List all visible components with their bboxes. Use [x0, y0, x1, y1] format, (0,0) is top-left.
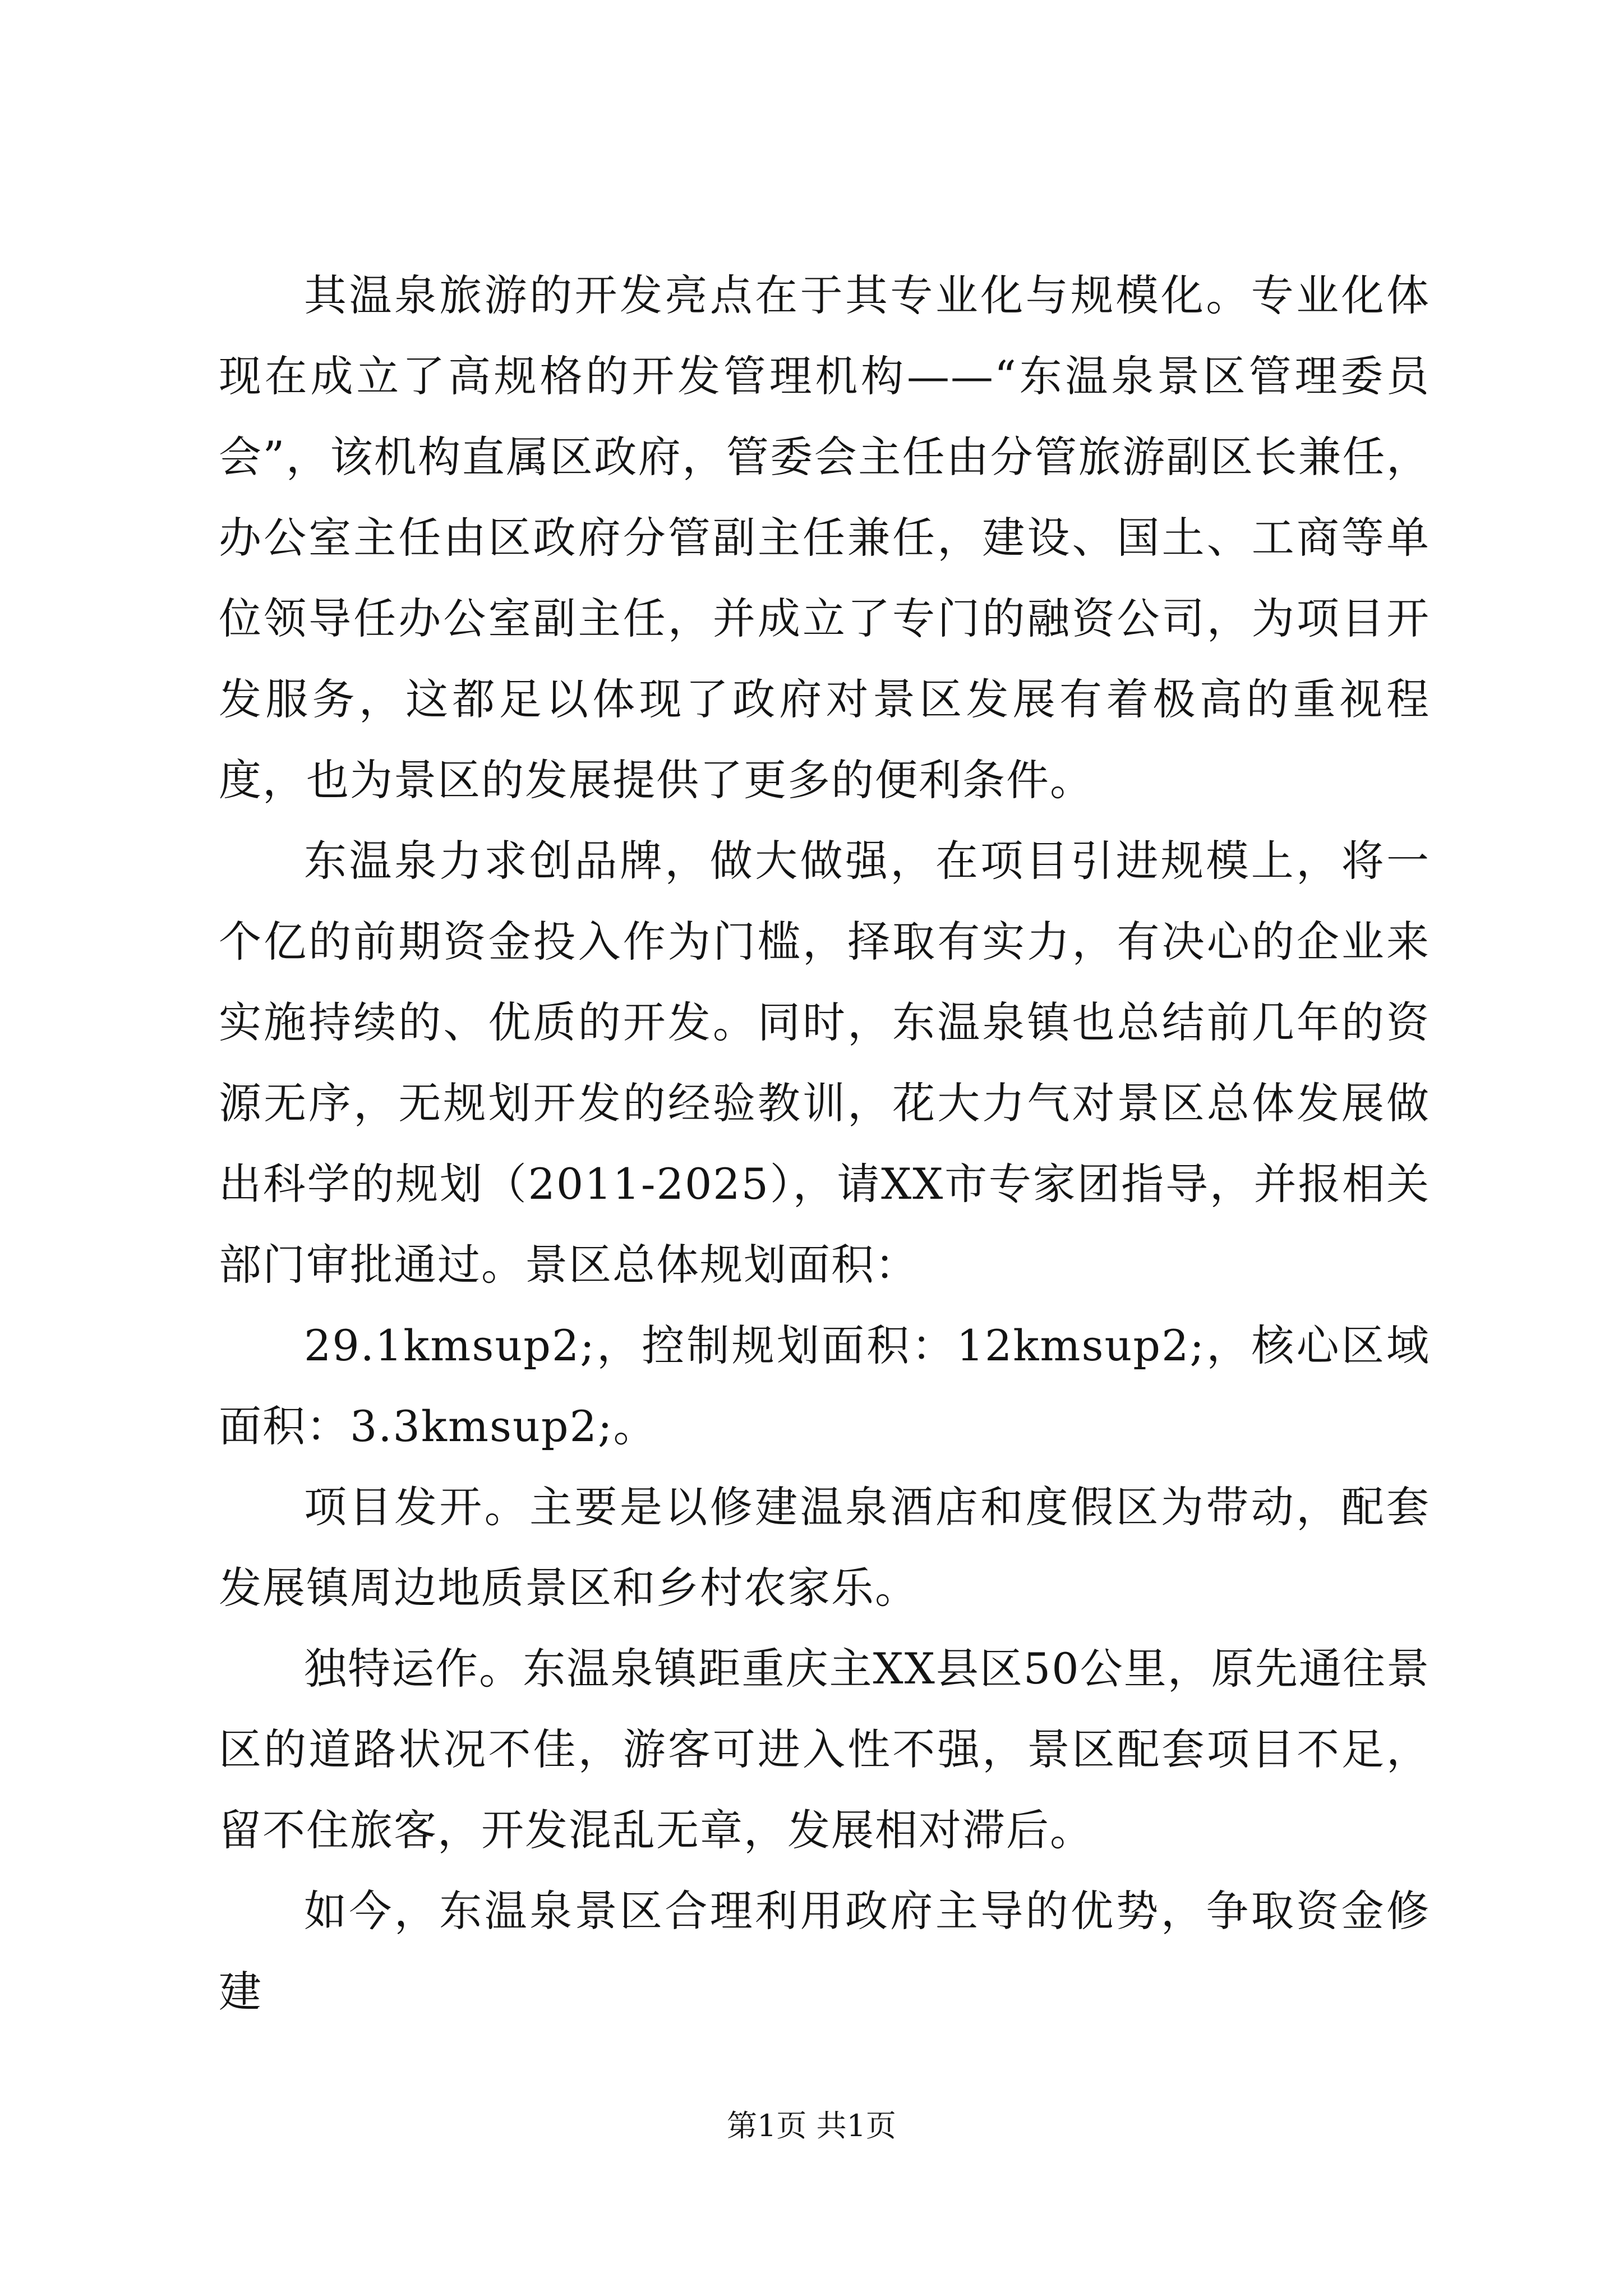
paragraph-brand-building: 东温泉力求创品牌，做大做强，在项目引进规模上，将一个亿的前期资金投入作为门槛，择取有实力，有决心的企业来实施持续的、优质的开发。同时，东温泉镇也总结前几年的资源无序，无规划开发的经验教训，花大力气对景区总体发展做出科学的规划（2011-2025），请XX市专家团指导，并报相关部门审批通过。景区总体规划面积：	[219, 836, 1430, 1290]
page-footer	[0, 2106, 1623, 2146]
paragraph-project-development: 项目发开。主要是以修建温泉酒店和度假区为带动，配套发展镇周边地质景区和乡村农家乐。	[219, 1482, 1430, 1613]
document-body	[219, 255, 1430, 2032]
paragraph-unique-operation: 独特运作。东温泉镇距重庆主XX县区50公里，原先通往景区的道路状况不佳，游客可进入性不强，景区配套项目不足，留不住旅客，开发混乱无章，发展相对滞后。	[219, 1644, 1430, 1855]
paragraph-current-status: 如今，东温泉景区合理利用政府主导的优势，争取资金修建	[219, 1886, 1430, 2017]
paragraph-planning-area: 29.1kmsup2;，控制规划面积：12kmsup2;，核心区域面积：3.3kmsup2;。	[219, 1320, 1430, 1451]
page-number: 第1页 共1页	[727, 2108, 896, 2143]
paragraph-hot-spring-development: 其温泉旅游的开发亮点在于其专业化与规模化。专业化体现在成立了高规格的开发管理机构——“东温泉景区管理委员会”，该机构直属区政府，管委会主任由分管旅游副区长兼任，办公室主任由区政府分管副主任兼任，建设、国土、工商等单位领导任办公室副主任，并成立了专门的融资公司，为项目开发服务，这都足以体现了政府对景区发展有着极高的重视程度，也为景区的发展提供了更多的便利条件。	[219, 270, 1430, 805]
